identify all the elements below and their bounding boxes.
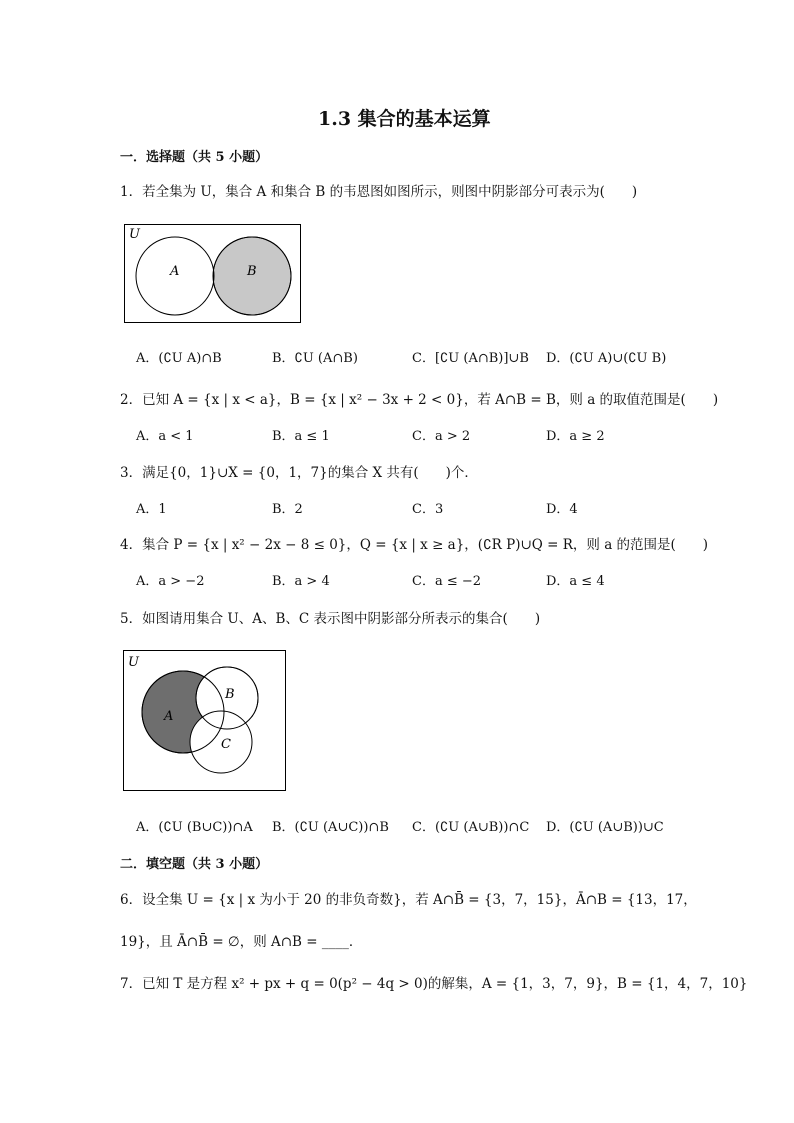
label-u: U	[128, 655, 139, 670]
venn-diagram-q1	[124, 224, 302, 324]
label-b: B	[247, 264, 257, 279]
question-4-stem: 4．集合 P = {x | x² − 2x − 8 ≤ 0}，Q = {x | x ≥ a}，(∁R P)∪Q = R，则 a 的范围是( )	[120, 537, 709, 553]
q2-option-c[interactable]: C．a > 2	[412, 429, 471, 444]
question-6-line-2: 19}，且 Ā∩B̄ = ∅，则 A∩B = ____．	[120, 934, 363, 950]
label-a: A	[164, 709, 174, 724]
q1-option-b[interactable]: B．∁U (A∩B)	[272, 351, 358, 366]
q2-option-d[interactable]: D．a ≥ 2	[546, 429, 605, 444]
section-heading-choice: 一．选择题（共 5 小题）	[120, 150, 269, 165]
q5-option-d[interactable]: D．(∁U (A∪B))∪C	[546, 820, 664, 835]
q5-option-b[interactable]: B．(∁U (A∪C))∩B	[272, 820, 389, 835]
q5-option-a[interactable]: A．(∁U (B∪C))∩A	[136, 820, 253, 835]
label-a: A	[170, 264, 180, 279]
question-3-stem: 3．满足{0，1}∪X = {0，1，7}的集合 X 共有( )个．	[120, 465, 478, 481]
q3-option-b[interactable]: B．2	[272, 502, 303, 517]
question-2-stem: 2．已知 A = {x | x < a}，B = {x | x² − 3x + 2 < 0}，若 A∩B = B，则 a 的取值范围是( )	[120, 392, 719, 408]
section-heading-fill: 二．填空题（共 3 小题）	[120, 857, 269, 872]
q1-option-c[interactable]: C．[∁U (A∩B)]∪B	[412, 351, 529, 366]
question-1-stem: 1．若全集为 U，集合 A 和集合 B 的韦恩图如图所示，则图中阴影部分可表示为( )	[120, 184, 638, 200]
q3-option-a[interactable]: A．1	[136, 502, 167, 517]
question-5-stem: 5．如图请用集合 U、A、B、C 表示图中阴影部分所表示的集合( )	[120, 611, 541, 627]
q1-option-d[interactable]: D．(∁U A)∪(∁U B)	[546, 351, 667, 366]
q4-option-d[interactable]: D．a ≤ 4	[546, 574, 605, 589]
q2-option-b[interactable]: B．a ≤ 1	[272, 429, 330, 444]
q5-option-c[interactable]: C．(∁U (A∪B))∩C	[412, 820, 530, 835]
label-u: U	[129, 227, 140, 242]
q4-option-a[interactable]: A．a > −2	[136, 574, 205, 589]
label-c: C	[221, 737, 231, 752]
q2-option-a[interactable]: A．a < 1	[136, 429, 194, 444]
q3-option-c[interactable]: C．3	[412, 502, 444, 517]
q4-option-b[interactable]: B．a > 4	[272, 574, 330, 589]
q4-option-c[interactable]: C．a ≤ −2	[412, 574, 482, 589]
venn-diagram-q5	[123, 650, 287, 792]
label-b: B	[225, 687, 235, 702]
page-title: 1.3 集合的基本运算	[318, 108, 491, 130]
q1-option-a[interactable]: A．(∁U A)∩B	[136, 351, 222, 366]
question-7-line-1: 7．已知 T 是方程 x² + px + q = 0(p² − 4q > 0)的解集，A = {1，3，7，9}，B = {1，4，7，10}	[120, 976, 748, 992]
question-6-line-1: 6．设全集 U = {x | x 为小于 20 的非负奇数}，若 A∩B̄ = {3，7，15}，Ā∩B = {13，17，	[120, 892, 697, 908]
q3-option-d[interactable]: D．4	[546, 502, 578, 517]
